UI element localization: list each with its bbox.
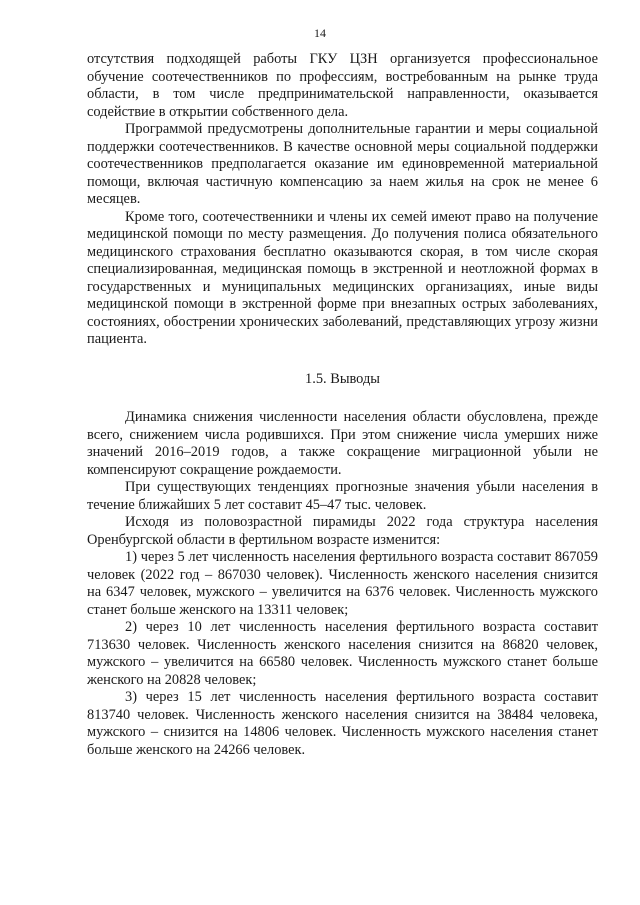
page-number: 14 — [314, 26, 326, 40]
paragraph: Динамика снижения численности населения области обусловлена, прежде всего, снижением числа родившихся. При этом снижение числа умерших ниже значений 2016–2019 годов, а также сокращение миграционной убыли не компенсируют сокращение рождаемости. — [87, 409, 598, 478]
document-body — [87, 51, 598, 759]
list-item: 2) через 10 лет численность населения фертильного возраста составит 713630 человек. Численность женского населения снизится на 86820 человек, мужского – увеличится на 66580 человек. Численность мужского станет больше женского на 20828 человек; — [87, 619, 598, 688]
list-item: 3) через 15 лет численность населения фертильного возраста составит 813740 человек. Численность женского населения снизится на 38484 человека, мужского – снизится на 14806 человек. Численность мужского населения станет больше женского на 24266 человек. — [87, 689, 598, 758]
section-heading: 1.5. Выводы — [305, 370, 380, 387]
paragraph: Кроме того, соотечественники и члены их семей имеют право на получение медицинской помощи по месту размещения. До получения полиса обязательного медицинского страхования бесплатно оказываются скорая, в том числе скорая специализированная, медицинская помощь в экстренной и неотложной формах в государственных и муниципальных медицинских организациях, иные виды медицинской помощи в экстренной форме при внезапных острых заболеваниях, состояниях, обострении хронических заболеваний, представляющих угрозу жизни пациента. — [87, 208, 598, 347]
paragraph: Программой предусмотрены дополнительные гарантии и меры социальной поддержки соотечественников. В качестве основной меры социальной поддержки соотечественников предполагается оказание им единовременной материальной помощи, включая частичную компенсацию за наем жилья на срок не менее 6 месяцев. — [87, 121, 598, 207]
paragraph: Исходя из половозрастной пирамиды 2022 года структура населения Оренбургской области в фертильном возрасте изменится: — [87, 514, 598, 548]
paragraph: отсутствия подходящей работы ГКУ ЦЗН организуется профессиональное обучение соотечественников по профессиям, востребованным на рынке труда области, в том числе предпринимательской направленности, оказывается содействие в открытии собственного дела. — [87, 51, 598, 120]
paragraph: При существующих тенденциях прогнозные значения убыли населения в течение ближайших 5 лет составит 45–47 тыс. человек. — [87, 479, 598, 513]
list-item: 1) через 5 лет численность населения фертильного возраста составит 867059 человек (2022 год – 867030 человек). Численность женского населения снизится на 6347 человек, мужского – увеличится на 6376 человек. Численность мужского станет больше женского на 13311 человек; — [87, 549, 598, 618]
